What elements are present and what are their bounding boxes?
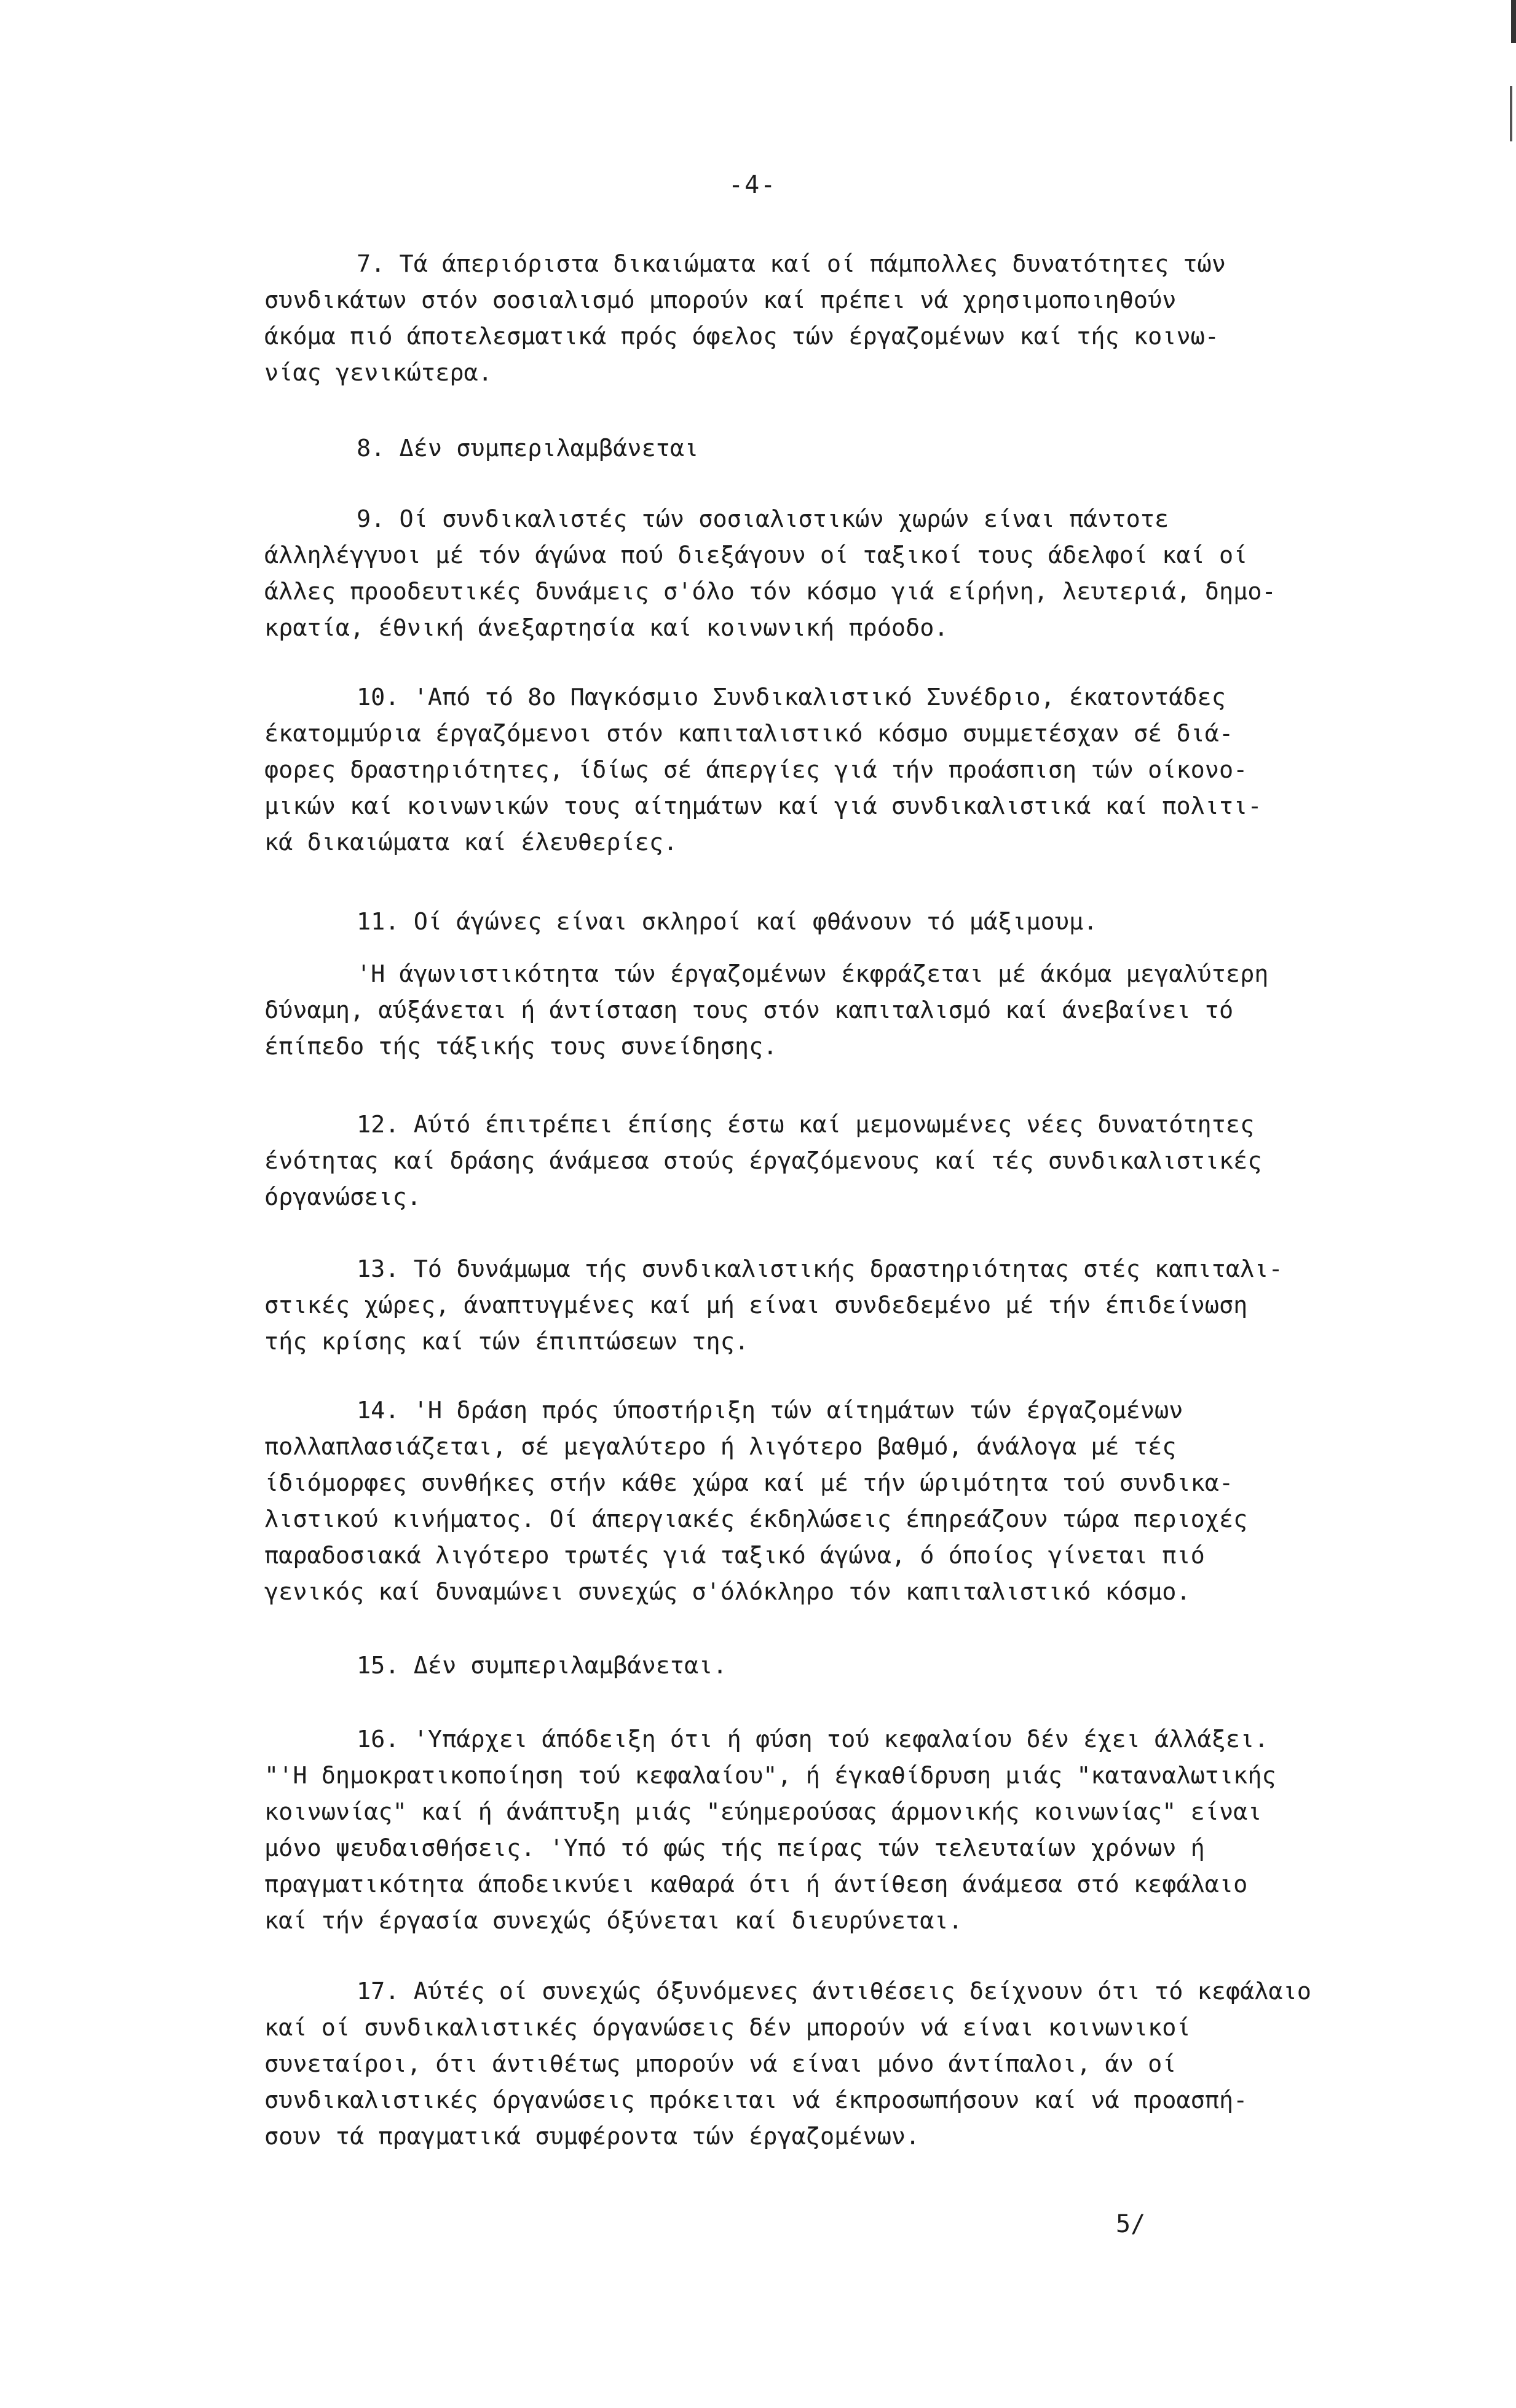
scan-edge-mark <box>1510 86 1512 141</box>
text-line: 12. Αύτό έπιτρέπει έπίσης έστω καί μεμονωμένες νέες δυνατότητες <box>357 1111 1255 1139</box>
text-line: έκατομμύρια έργαζόμενοι στόν καπιταλιστικό κόσμο συμμετέσχαν σέ διά- <box>264 720 1234 748</box>
text-line: 10. 'Από τό 8ο Παγκόσμιο Συνδικαλιστικό Συνέδριο, έκατοντάδες <box>357 684 1226 711</box>
text-line: λιστικού κινήματος. Οί άπεργιακές έκδηλώσεις έπηρεάζουν τώρα περιοχές <box>264 1506 1248 1533</box>
paragraph-15 <box>264 1648 1377 1684</box>
paragraph-10 <box>264 679 1377 861</box>
paragraph-9 <box>264 501 1377 646</box>
text-line: έπίπεδο τής τάξικής τους συνείδησης. <box>264 1033 778 1060</box>
text-line: 17. Αύτές οί συνεχώς όξυνόμενες άντιθέσεις δείχνουν ότι τό κεφάλαιο <box>357 1978 1311 2005</box>
text-line: "'Η δημοκρατικοποίηση τού κεφαλαίου", ή έγκαθίδρυση μιάς "καταναλωτικής <box>264 1762 1276 1790</box>
paragraph-13 <box>264 1251 1377 1360</box>
text-line: μικών καί κοινωνικών τους αίτημάτων καί γιά συνδικαλιστικά καί πολιτι- <box>264 792 1262 820</box>
page-number: -4- <box>728 171 777 199</box>
paragraph-11-continued <box>264 956 1377 1065</box>
text-line: στικές χώρες, άναπτυγμένες καί μή είναι συνδεδεμένο μέ τήν έπιδείνωση <box>264 1292 1248 1319</box>
text-line: 14. 'Η δράση πρός ύποστήριξη τών αίτημάτων τών έργαζομένων <box>357 1397 1183 1424</box>
text-line: 13. Τό δυνάμωμα τής συνδικαλιστικής δραστηριότητας στές καπιταλι- <box>357 1255 1283 1283</box>
text-line: όργανώσεις. <box>264 1183 421 1211</box>
text-line: ίδιόμορφες συνθήκες στήν κάθε χώρα καί μέ τήν ώριμότητα τού συνδικα- <box>264 1469 1234 1497</box>
text-line: 8. Δέν συμπεριλαμβάνεται <box>357 435 699 462</box>
paragraph-17 <box>264 1973 1377 2155</box>
text-line: άλληλέγγυοι μέ τόν άγώνα πού διεξάγουν οί ταξικοί τους άδελφοί καί οί <box>264 542 1248 569</box>
text-line: 7. Τά άπεριόριστα δικαιώματα καί οί πάμπολλες δυνατότητες τών <box>357 250 1226 278</box>
paragraph-12 <box>264 1107 1377 1215</box>
text-line: δύναμη, αύξάνεται ή άντίσταση τους στόν καπιταλισμό καί άνεβαίνει τό <box>264 997 1234 1024</box>
text-line: άλλες προοδευτικές δυνάμεις σ'όλο τόν κόσμο γιά είρήνη, λευτεριά, δημο- <box>264 578 1276 606</box>
paragraph-7 <box>264 246 1377 391</box>
text-line: συνεταίροι, ότι άντιθέτως μπορούν νά είναι μόνο άντίπαλοι, άν οί <box>264 2050 1177 2078</box>
text-line: καί τήν έργασία συνεχώς όξύνεται καί διευρύνεται. <box>264 1907 963 1935</box>
text-line: πολλαπλασιάζεται, σέ μεγαλύτερο ή λιγότερο βαθμό, άνάλογα μέ τές <box>264 1433 1177 1461</box>
text-line: μόνο ψευδαισθήσεις. 'Υπό τό φώς τής πείρας τών τελευταίων χρόνων ή <box>264 1834 1205 1862</box>
text-line: κοινωνίας" καί ή άνάπτυξη μιάς "εύημερούσας άρμονικής κοινωνίας" είναι <box>264 1798 1262 1826</box>
next-page-reference: 5/ <box>1116 2210 1146 2238</box>
text-line: συνδικαλιστικές όργανώσεις πρόκειται νά έκπροσωπήσουν καί νά προασπή- <box>264 2086 1248 2114</box>
text-line: φορες δραστηριότητες, ίδίως σέ άπεργίες γιά τήν προάσπιση τών οίκονο- <box>264 756 1248 784</box>
text-line: τής κρίσης καί τών έπιπτώσεων της. <box>264 1328 749 1356</box>
text-line: ένότητας καί δράσης άνάμεσα στούς έργαζόμενους καί τές συνδικαλιστικές <box>264 1147 1262 1175</box>
text-line: γενικός καί δυναμώνει συνεχώς σ'όλόκληρο τόν καπιταλιστικό κόσμο. <box>264 1578 1191 1606</box>
text-line: πραγματικότητα άποδεικνύει καθαρά ότι ή άντίθεση άνάμεσα στό κεφάλαιο <box>264 1871 1248 1898</box>
text-line: συνδικάτων στόν σοσιαλισμό μπορούν καί πρέπει νά χρησιμοποιηθούν <box>264 286 1177 314</box>
text-line: 9. Οί συνδικαλιστές τών σοσιαλιστικών χωρών είναι πάντοτε <box>357 505 1169 533</box>
text-line: 11. Οί άγώνες είναι σκληροί καί φθάνουν τό μάξιμουμ. <box>357 908 1098 936</box>
paragraph-16 <box>264 1721 1377 1939</box>
scan-edge-mark <box>1511 0 1516 43</box>
text-line: καί οί συνδικαλιστικές όργανώσεις δέν μπορούν νά είναι κοινωνικοί <box>264 2014 1191 2042</box>
text-line: κά δικαιώματα καί έλευθερίες. <box>264 829 678 856</box>
text-line: άκόμα πιό άποτελεσματικά πρός όφελος τών έργαζομένων καί τής κοινω- <box>264 323 1219 350</box>
paragraph-11 <box>264 904 1377 940</box>
text-line: κρατία, έθνική άνεξαρτησία καί κοινωνική πρόοδο. <box>264 614 949 642</box>
text-line: 15. Δέν συμπεριλαμβάνεται. <box>357 1652 727 1680</box>
text-line: νίας γενικώτερα. <box>264 359 492 387</box>
paragraph-8 <box>264 430 1377 467</box>
text-line: παραδοσιακά λιγότερο τρωτές γιά ταξικό άγώνα, ό όποίος γίνεται πιό <box>264 1542 1205 1569</box>
paragraph-14 <box>264 1392 1377 1610</box>
text-line: 16. 'Υπάρχει άπόδειξη ότι ή φύση τού κεφαλαίου δέν έχει άλλάξει. <box>357 1726 1269 1753</box>
text-line: σουν τά πραγματικά συμφέροντα τών έργαζομένων. <box>264 2123 920 2150</box>
text-line: 'Η άγωνιστικότητα τών έργαζομένων έκφράζεται μέ άκόμα μεγαλύτερη <box>357 960 1269 988</box>
